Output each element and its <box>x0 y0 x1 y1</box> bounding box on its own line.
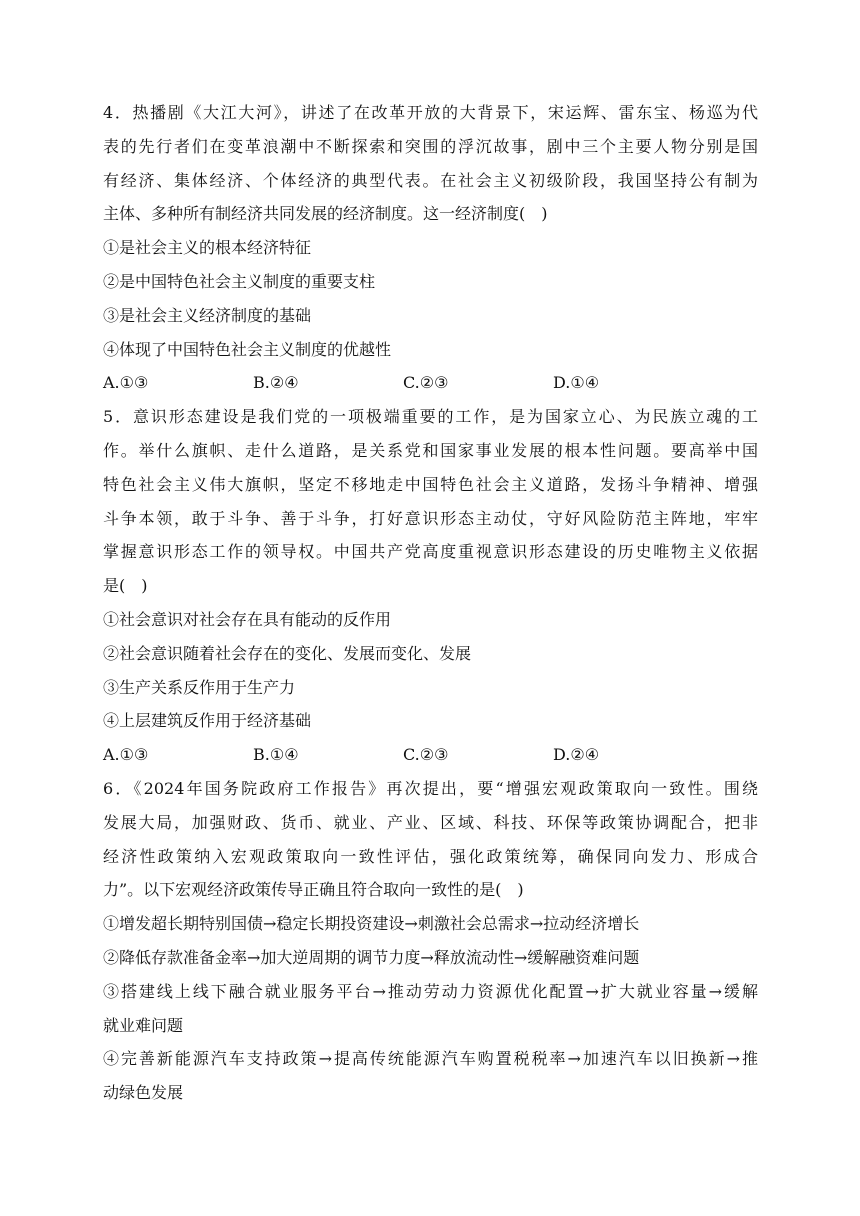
question-4-stem-line: 4．热播剧《大江大河》，讲述了在改革开放的大背景下，宋运辉、雷东宝、杨巡为代 <box>103 103 758 122</box>
question-5-option-d[interactable]: D.②④ <box>553 745 600 765</box>
question-5-stem-line: 特色社会主义伟大旗帜，坚定不移地走中国特色社会主义道路，发扬斗争精神、增强 <box>103 474 758 494</box>
question-6-stem-line: 力”。以下宏观经济政策传导正确且符合取向一致性的是( ) <box>103 880 524 900</box>
question-5-statement-3: ③生产关系反作用于生产力 <box>103 677 296 697</box>
question-6-statement-2: ②降低存款准备金率→加大逆周期的调节力度→释放流动性→缓解融资难问题 <box>103 947 640 967</box>
question-6-statement-3-cont: 就业难问题 <box>103 1015 184 1035</box>
question-4-option-d[interactable]: D.①④ <box>553 373 600 393</box>
question-5 <box>103 400 758 772</box>
question-6-stem-line: 经济性政策纳入宏观政策取向一致性评估，强化政策统筹，确保同向发力、形成合 <box>103 846 758 866</box>
question-5-option-b[interactable]: B.①④ <box>253 745 299 765</box>
question-5-statement-2: ②社会意识随着社会存在的变化、发展而变化、发展 <box>103 643 472 663</box>
question-5-statement-1: ①社会意识对社会存在具有能动的反作用 <box>103 609 392 629</box>
question-6-statement-4: ④完善新能源汽车支持政策→提高传统能源汽车购置税税率→加速汽车以旧换新→推 <box>103 1049 758 1069</box>
question-5-option-a[interactable]: A.①③ <box>103 745 149 765</box>
question-4-stem-line: 有经济、集体经济、个体经济的典型代表。在社会主义初级阶段，我国坚持公有制为 <box>103 170 758 190</box>
question-4-stem-line: 主体、多种所有制经济共同发展的经济制度。这一经济制度( ) <box>103 204 548 224</box>
question-page <box>103 96 758 1110</box>
question-5-stem-line: 斗争本领，敢于斗争、善于斗争，打好意识形态主动仗，守好风险防范主阵地，牢牢 <box>103 508 758 528</box>
question-4-options <box>103 366 758 400</box>
question-4-statement-1: ①是社会主义的根本经济特征 <box>103 238 312 258</box>
question-5-stem-line: 5．意识形态建设是我们党的一项极端重要的工作，是为国家立心、为民族立魂的工 <box>103 407 758 427</box>
question-6-stem-line: 发展大局，加强财政、货币、就业、产业、区域、科技、环保等政策协调配合，把非 <box>103 812 758 832</box>
question-6-statement-4-cont: 动绿色发展 <box>103 1083 184 1103</box>
question-6-statement-3: ③搭建线上线下融合就业服务平台→推动劳动力资源优化配置→扩大就业容量→缓解 <box>103 981 758 1001</box>
question-6-statement-1: ①增发超长期特别国债→稳定长期投资建设→刺激社会总需求→拉动经济增长 <box>103 914 640 934</box>
question-4 <box>103 96 758 400</box>
question-5-option-c[interactable]: C.②③ <box>403 745 449 765</box>
question-6 <box>103 772 758 1110</box>
question-4-statement-4: ④体现了中国特色社会主义制度的优越性 <box>103 339 392 359</box>
question-4-option-b[interactable]: B.②④ <box>253 373 299 393</box>
question-4-stem-line: 表的先行者们在变革浪潮中不断探索和突围的浮沉故事，剧中三个主要人物分别是国 <box>103 136 758 156</box>
question-6-stem-line: 6．《2024年国务院政府工作报告》再次提出，要“增强宏观政策取向一致性。围绕 <box>103 778 758 798</box>
question-5-stem-line: 掌握意识形态工作的领导权。中国共产党高度重视意识形态建设的历史唯物主义依据 <box>103 542 758 562</box>
question-4-statement-3: ③是社会主义经济制度的基础 <box>103 305 312 325</box>
question-5-statement-4: ④上层建筑反作用于经济基础 <box>103 711 312 731</box>
question-5-stem-line: 作。举什么旗帜、走什么道路，是关系党和国家事业发展的根本性问题。要高举中国 <box>103 440 758 460</box>
question-5-options <box>103 738 758 772</box>
question-5-stem-line: 是( ) <box>103 576 148 596</box>
question-4-option-c[interactable]: C.②③ <box>403 373 449 393</box>
question-4-statement-2: ②是中国特色社会主义制度的重要支柱 <box>103 271 376 291</box>
question-4-option-a[interactable]: A.①③ <box>103 373 149 393</box>
